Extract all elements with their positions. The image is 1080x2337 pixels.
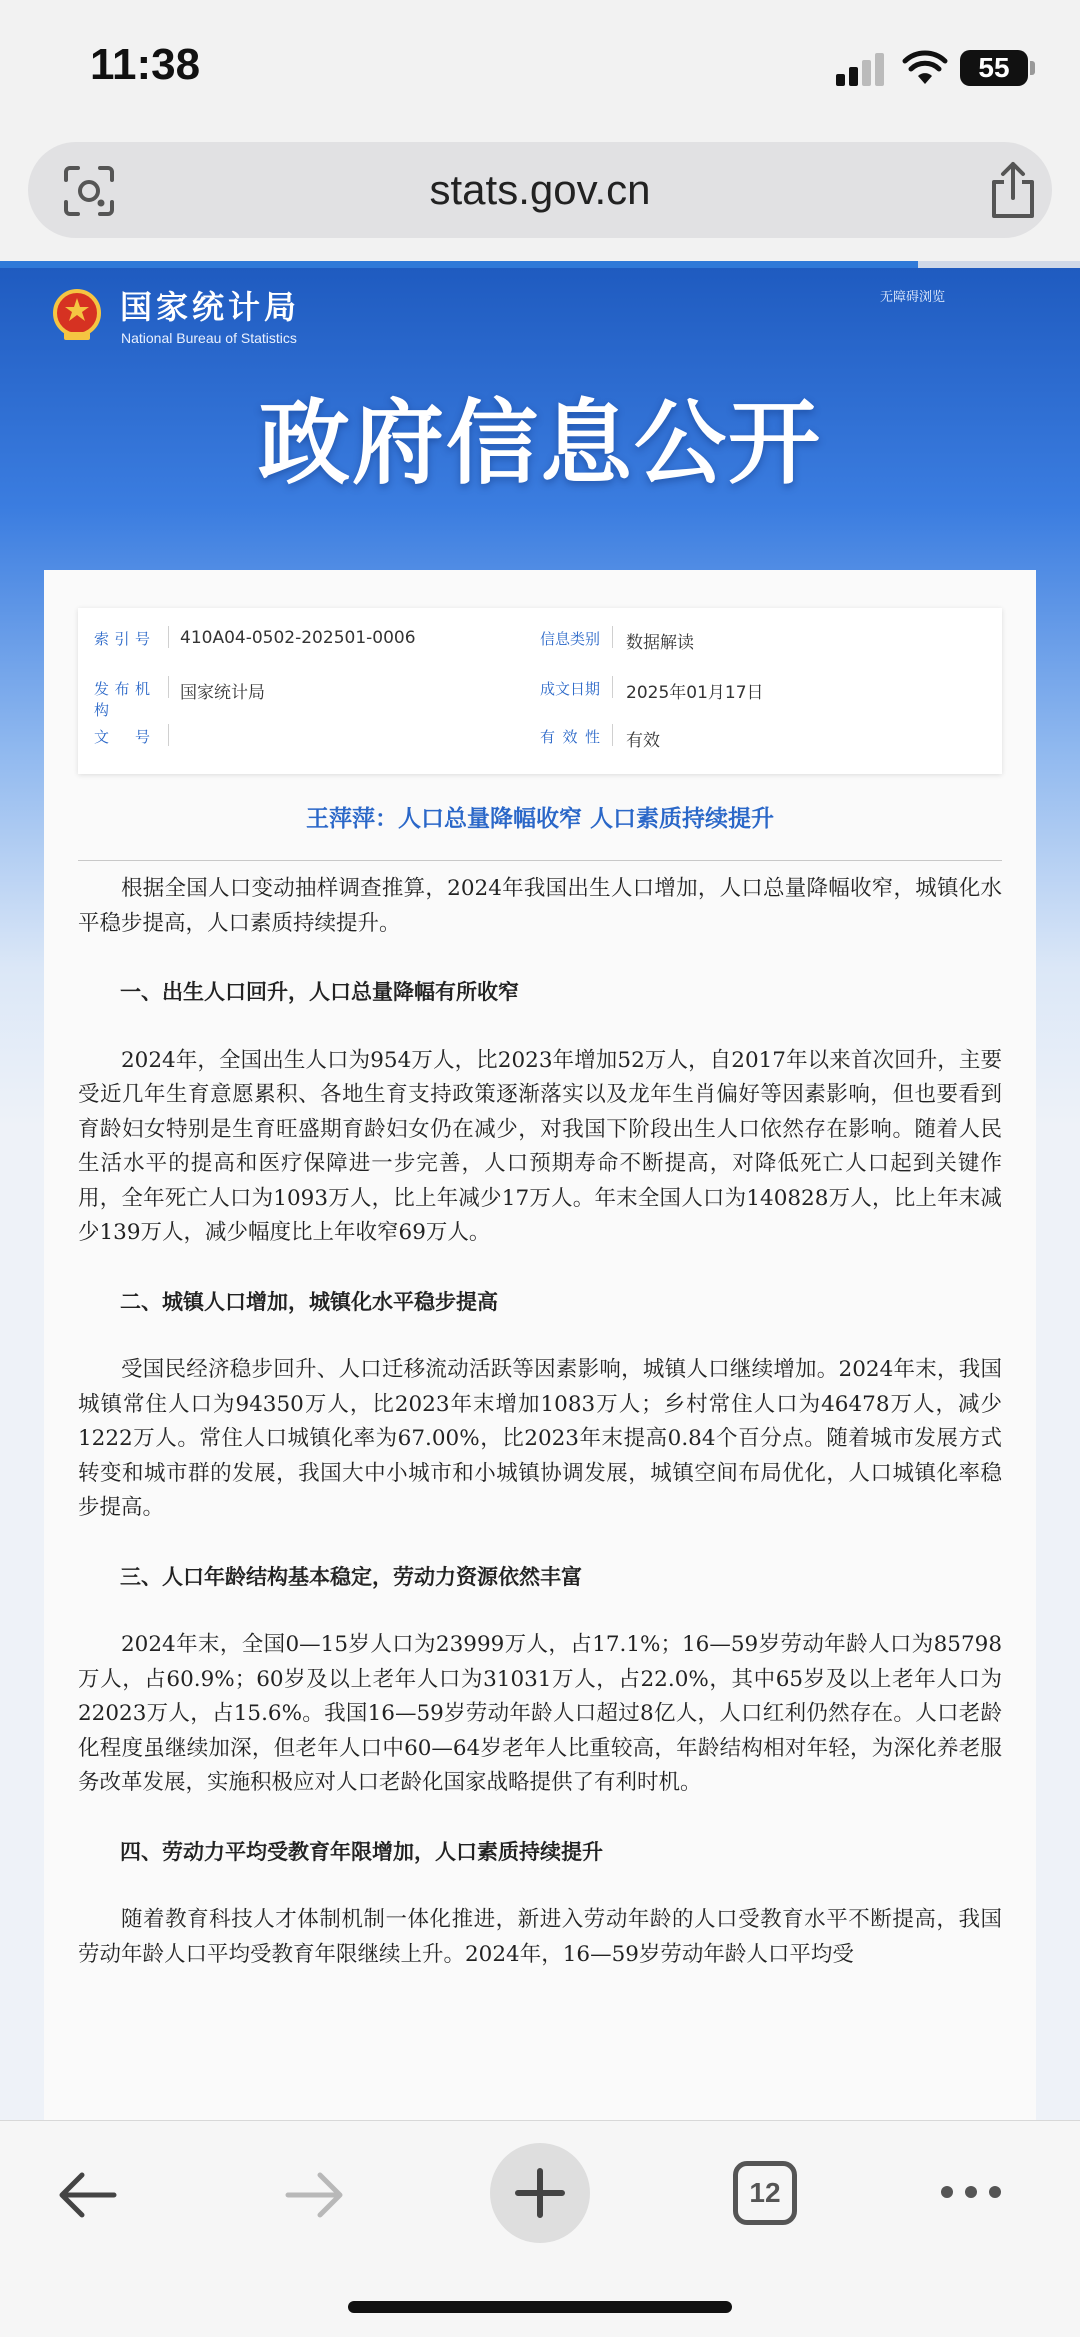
battery-cap bbox=[1030, 61, 1035, 75]
web-page bbox=[0, 268, 1080, 2120]
article-title: 王萍萍：人口总量降幅收窄 人口素质持续提升 bbox=[305, 806, 774, 832]
article-paragraph-2: 受国民经济稳步回升、人口迁移流动活跃等因素影响，城镇人口继续增加。2024年末，我国城镇常住人口为94350万人，比2023年末增加1083万人；乡村常住人口为46478万人，减少1222万人。常住人口城镇化率为67.00%，比2023年末提高0.84个百分点。随着城市发展方式转变和城市群的发展，我国大中小城市和小城镇协调发展，城镇空间布局优化，人口城镇化率稳步提高。 bbox=[78, 1357, 1002, 1520]
meta-date-label: 成文日期 bbox=[540, 680, 601, 698]
meta-row bbox=[78, 712, 1002, 760]
banner-title: 政府信息公开 bbox=[257, 390, 822, 497]
wifi-icon bbox=[902, 48, 948, 86]
meta-divider bbox=[612, 626, 613, 648]
new-tab-button[interactable] bbox=[490, 2143, 590, 2243]
national-emblem-icon bbox=[52, 288, 102, 342]
article-paragraph-intro: 根据全国人口变动抽样调查推算，2024年我国出生人口增加，人口总量降幅收窄，城镇化水平稳步提高，人口素质持续提升。 bbox=[78, 876, 1002, 936]
meta-row bbox=[78, 664, 1002, 719]
status-bar bbox=[0, 0, 1080, 135]
title-divider bbox=[78, 860, 1002, 861]
battery-icon: 55 bbox=[960, 50, 1028, 86]
article-paragraph-3: 2024年末，全国0—15岁人口为23999万人，占17.1%；16—59岁劳动年龄人口为85798万人，占60.9%；60岁及以上老年人口为31031万人，占22.0%，其中65岁及以上老年人口为22023万人，占15.6%。我国16—59岁劳动年龄人口超过8亿人，人口红利仍然存在。人口老龄化程度虽继续加深，但老年人口中60—64岁老年人比重较高，年龄结构相对年轻，为深化养老服务改革发展，实施积极应对人口老龄化国家战略提供了有利时机。 bbox=[78, 1632, 1002, 1795]
article-body bbox=[78, 872, 1002, 2006]
meta-divider bbox=[612, 676, 613, 698]
home-indicator[interactable] bbox=[348, 2301, 732, 2313]
section-heading-4: 四、劳动力平均受教育年限增加，人口素质持续提升 bbox=[120, 1839, 603, 1864]
forward-arrow-icon[interactable] bbox=[282, 2169, 346, 2221]
meta-index-label: 索引号 bbox=[94, 630, 150, 648]
meta-issuer-label: 发布机构 bbox=[94, 680, 150, 719]
section-heading-1: 一、出生人口回升，人口总量降幅有所收窄 bbox=[120, 980, 519, 1004]
page-load-progress bbox=[0, 261, 918, 268]
meta-divider bbox=[168, 676, 169, 698]
section-heading-2: 二、城镇人口增加，城镇化水平稳步提高 bbox=[120, 1289, 498, 1314]
article-paragraph-1: 2024年，全国出生人口为954万人，比2023年增加52万人，自2017年以来首次回升，主要受近几年生育意愿累积、各地生育支持政策逐渐落实以及龙年生肖偏好等因素影响，但也要看到育龄妇女特别是生育旺盛期育龄妇女仍在减少，对我国下阶段出生人口依然存在影响。随着人民生活水平的提高和医疗保障进一步完善，人口预期寿命不断提高，对降低死亡人口起到关键作用，全年死亡人口为1093万人，比上年减少17万人。年末全国人口为140828万人，比上年末减少139万人，减少幅度比上年收窄69万人。 bbox=[78, 1047, 1002, 1245]
meta-divider bbox=[612, 724, 613, 746]
more-options-icon[interactable] bbox=[938, 2177, 1004, 2207]
meta-doc-no-label: 文号 bbox=[94, 728, 150, 746]
address-bar[interactable] bbox=[28, 142, 1052, 238]
url-text[interactable]: stats.gov.cn bbox=[429, 166, 651, 213]
meta-divider bbox=[168, 626, 169, 648]
status-time: 11:38 bbox=[90, 40, 201, 89]
accessibility-link[interactable]: 无障碍浏览 bbox=[880, 290, 946, 305]
meta-row bbox=[78, 614, 1002, 662]
article-card bbox=[44, 570, 1036, 2120]
share-icon[interactable] bbox=[986, 160, 1040, 220]
meta-category-label: 信息类别 bbox=[540, 630, 601, 648]
site-logo-english[interactable]: National Bureau of Statistics bbox=[121, 330, 297, 346]
cellular-signal-icon bbox=[836, 52, 886, 86]
meta-index-value: 410A04-0502-202501-0006 bbox=[180, 628, 416, 648]
meta-divider bbox=[168, 724, 169, 746]
meta-category-value: 数据解读 bbox=[626, 633, 694, 653]
meta-validity-value: 有效 bbox=[626, 731, 660, 751]
back-arrow-icon[interactable] bbox=[56, 2169, 120, 2221]
document-metadata-table bbox=[78, 608, 1002, 774]
section-heading-3: 三、人口年龄结构基本稳定，劳动力资源依然丰富 bbox=[120, 1564, 582, 1589]
page-load-progress-track bbox=[918, 261, 1080, 268]
article-paragraph-4: 随着教育科技人才体制机制一体化推进，新进入劳动年龄的人口受教育水平不断提高，我国劳动年龄人口平均受教育年限继续上升。2024年，16—59岁劳动年龄人口平均受 bbox=[78, 1907, 1002, 1967]
meta-issuer-value: 国家统计局 bbox=[180, 683, 265, 703]
plus-icon bbox=[490, 2143, 590, 2243]
meta-validity-label: 有效性 bbox=[540, 728, 600, 746]
tab-switcher-button[interactable]: 12 bbox=[733, 2161, 797, 2225]
site-logo-chinese[interactable]: 国家统计局 bbox=[120, 288, 301, 326]
meta-date-value: 2025年01月17日 bbox=[626, 683, 764, 703]
